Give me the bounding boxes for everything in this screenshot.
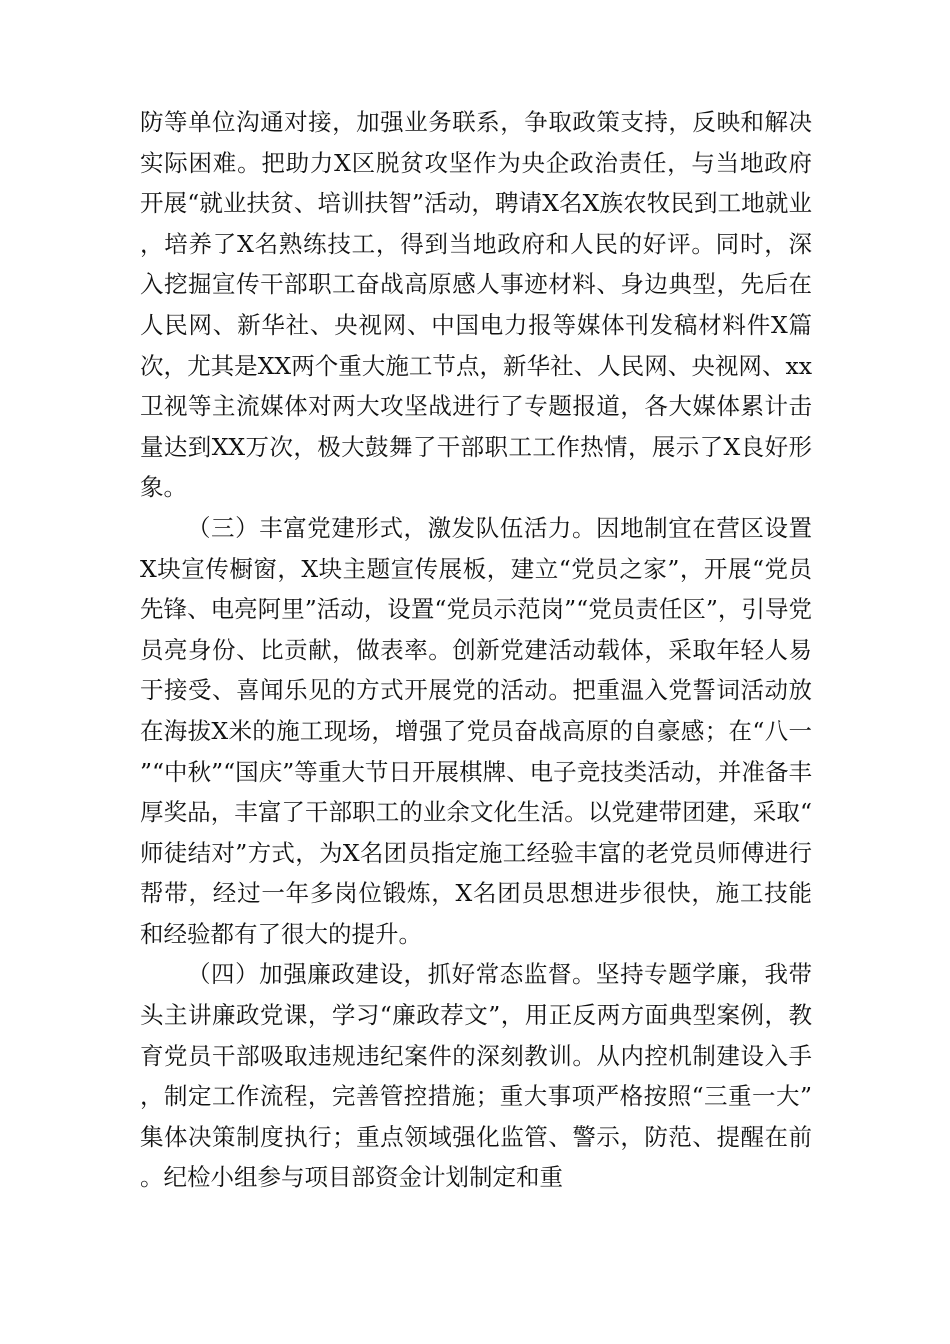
- paragraph-continuation: 防等单位沟通对接，加强业务联系，争取政策支持，反映和解决实际困难。把助力X区脱贫攻坚作为央企政治责任，与当地政府开展“就业扶贫、培训扶智”活动，聘请X名X族农牧民到工地就业，培养了X名熟练技工，得到当地政府和人民的好评。同时，深入挖掘宣传干部职工奋战高原感人事迹材料、身边典型，先后在人民网、新华社、央视网、中国电力报等媒体刊发稿材料件X篇次，尤其是XX两个重大施工节点，新华社、人民网、央视网、xx卫视等主流媒体对两大攻坚战进行了专题报道，各大媒体累计击量达到XX万次，极大鼓舞了干部职工工作热情，展示了X良好形象。: [140, 108, 812, 502]
- paragraph-section-four: （四）加强廉政建设，抓好常态监督。坚持专题学廉，我带头主讲廉政党课，学习“廉政荐文”，用正反两方面典型案例，教育党员干部吸取违规违纪案件的深刻教训。从内控机制建设入手，制定工作流程，完善管控措施；重大事项严格按照“三重一大”集体决策制度执行；重点领域强化监管、警示，防范、提醒在前。纪检小组参与项目部资金计划制定和重: [140, 960, 812, 1192]
- document-body: [140, 102, 812, 1198]
- paragraph-section-three: （三）丰富党建形式，激发队伍活力。因地制宜在营区设置X块宣传橱窗，X块主题宣传展板，建立“党员之家”，开展“党员先锋、电亮阿里”活动，设置“党员示范岗”“党员责任区”，引导党员亮身份、比贡献，做表率。创新党建活动载体，采取年轻人易于接受、喜闻乐见的方式开展党的活动。把重温入党誓词活动放在海拔X米的施工现场，增强了党员奋战高原的自豪感；在“八一”“中秋”“国庆”等重大节日开展棋牌、电子竞技类活动，并准备丰厚奖品，丰富了干部职工的业余文化生活。以党建带团建，采取“师徒结对”方式，为X名团员指定施工经验丰富的老党员师傅进行帮带，经过一年多岗位锻炼，X名团员思想进步很快，施工技能和经验都有了很大的提升。: [140, 513, 812, 948]
